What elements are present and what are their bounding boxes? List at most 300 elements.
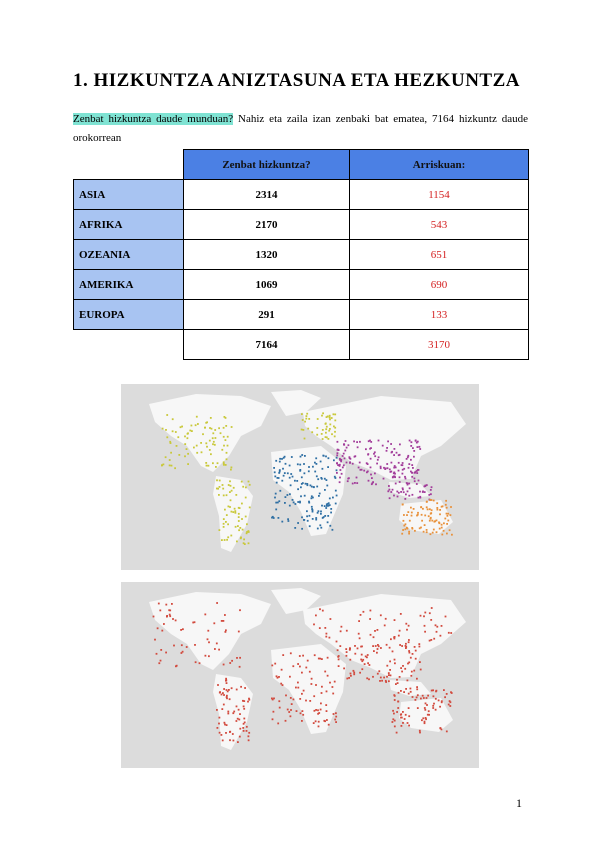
language-dot <box>281 458 283 460</box>
language-dot <box>210 417 212 419</box>
language-dot <box>410 691 412 693</box>
language-dot <box>394 465 396 467</box>
language-dot <box>412 447 414 449</box>
language-dot <box>387 490 389 492</box>
language-dot <box>393 495 395 497</box>
language-dot <box>225 521 227 523</box>
language-dot <box>195 661 197 663</box>
count-cell: 2170 <box>184 210 350 240</box>
language-dot <box>312 497 314 499</box>
language-dot <box>396 711 398 713</box>
language-dot <box>225 439 227 441</box>
language-dot <box>238 631 240 633</box>
language-dot <box>212 432 214 434</box>
language-dot <box>371 477 373 479</box>
language-dot <box>394 659 396 661</box>
language-dot <box>431 509 433 511</box>
language-dot <box>374 630 376 632</box>
language-dot <box>205 462 207 464</box>
language-dot <box>383 467 385 469</box>
language-dot <box>184 443 186 445</box>
language-dot <box>279 471 281 473</box>
language-dot <box>328 438 330 440</box>
language-dot <box>227 523 229 525</box>
language-dot <box>314 654 316 656</box>
language-dot <box>349 659 351 661</box>
language-dot <box>343 464 345 466</box>
page-number: 1 <box>516 796 522 810</box>
language-dot <box>367 654 369 656</box>
language-dot <box>237 525 239 527</box>
language-dot <box>428 494 430 496</box>
language-dot <box>291 703 293 705</box>
language-dot <box>414 480 416 482</box>
language-dot <box>372 481 374 483</box>
language-dot <box>430 639 432 641</box>
language-dot <box>194 644 196 646</box>
language-dot <box>346 678 348 680</box>
language-dot <box>436 626 438 628</box>
language-dot <box>225 732 227 734</box>
language-dot <box>166 414 168 416</box>
language-dot <box>436 631 438 633</box>
language-dot <box>320 461 322 463</box>
header-risk: Arriskuan: <box>350 150 529 180</box>
language-dot <box>394 638 396 640</box>
count-cell: 1320 <box>184 240 350 270</box>
language-dot <box>300 456 302 458</box>
language-dot <box>346 655 348 657</box>
language-dot <box>321 658 323 660</box>
language-dot <box>187 433 189 435</box>
table-row <box>74 270 529 300</box>
language-dot <box>337 452 339 454</box>
language-dot <box>408 715 410 717</box>
language-dot <box>405 643 407 645</box>
language-dot <box>272 516 274 518</box>
language-dot <box>387 441 389 443</box>
language-dot <box>377 673 379 675</box>
language-dot <box>370 467 372 469</box>
language-dot <box>233 487 235 489</box>
language-dot <box>163 623 165 625</box>
language-dot <box>221 734 223 736</box>
language-dot <box>413 456 415 458</box>
language-dot <box>348 477 350 479</box>
language-dot <box>230 469 232 471</box>
language-dot <box>388 672 390 674</box>
language-dot <box>301 693 303 695</box>
language-dot <box>329 498 331 500</box>
language-dot <box>216 709 218 711</box>
language-dot <box>343 443 345 445</box>
language-dot <box>229 739 231 741</box>
language-dot <box>236 706 238 708</box>
language-dot <box>242 727 244 729</box>
language-dot <box>400 717 402 719</box>
language-dot <box>427 714 429 716</box>
language-dot <box>426 531 428 533</box>
language-dot <box>226 682 228 684</box>
language-dot <box>346 447 348 449</box>
language-dot <box>176 445 178 447</box>
language-dot <box>336 455 338 457</box>
language-dot <box>212 437 214 439</box>
language-dot <box>342 455 344 457</box>
language-dot <box>438 700 440 702</box>
language-dot <box>311 431 313 433</box>
language-dot <box>407 722 409 724</box>
language-dot <box>319 524 321 526</box>
language-dot <box>440 635 442 637</box>
language-dot <box>318 510 320 512</box>
risk-cell: 651 <box>350 240 529 270</box>
language-dot <box>400 667 402 669</box>
language-dot <box>345 648 347 650</box>
language-dot <box>235 494 237 496</box>
count-cell: 1069 <box>184 270 350 300</box>
language-dot <box>447 515 449 517</box>
intro-paragraph <box>73 110 528 148</box>
language-dot <box>356 441 358 443</box>
language-dot <box>229 480 231 482</box>
language-dot <box>382 445 384 447</box>
language-dot <box>309 700 311 702</box>
language-dot <box>337 649 339 651</box>
language-dot <box>372 645 374 647</box>
language-dot <box>230 485 232 487</box>
language-dot <box>320 527 322 529</box>
language-dot <box>396 679 398 681</box>
language-dot <box>221 620 223 622</box>
language-dot <box>332 686 334 688</box>
language-dot <box>216 479 218 481</box>
language-dot <box>388 674 390 676</box>
table-header-row <box>74 150 529 180</box>
language-dot <box>416 483 418 485</box>
language-dot <box>349 461 351 463</box>
table-row <box>74 210 529 240</box>
language-dot <box>393 467 395 469</box>
language-dot <box>161 630 163 632</box>
language-dot <box>341 626 343 628</box>
language-dot <box>325 456 327 458</box>
language-dot <box>408 463 410 465</box>
language-dot <box>354 455 356 457</box>
language-dot <box>418 480 420 482</box>
language-dot <box>423 531 425 533</box>
language-dot <box>407 511 409 513</box>
language-dot <box>448 704 450 706</box>
language-dot <box>386 447 388 449</box>
language-dot <box>295 687 297 689</box>
language-dot <box>413 670 415 672</box>
language-dot <box>408 531 410 533</box>
language-dot <box>276 482 278 484</box>
language-dot <box>278 676 280 678</box>
language-dot <box>435 624 437 626</box>
language-dot <box>193 447 195 449</box>
language-dot <box>315 517 317 519</box>
language-dot <box>208 655 210 657</box>
language-dot <box>399 676 401 678</box>
language-dot <box>412 472 414 474</box>
language-dot <box>315 457 317 459</box>
language-dot <box>219 692 221 694</box>
language-dot <box>162 428 164 430</box>
language-dot <box>326 505 328 507</box>
language-dot <box>221 539 223 541</box>
language-dot <box>330 508 332 510</box>
language-dot <box>303 690 305 692</box>
language-dot <box>165 456 167 458</box>
language-dot <box>296 480 298 482</box>
language-dot <box>403 520 405 522</box>
language-dot <box>429 520 431 522</box>
language-dot <box>405 494 407 496</box>
language-dot <box>428 515 430 517</box>
language-dot <box>336 495 338 497</box>
language-dot <box>169 459 171 461</box>
language-dot <box>424 721 426 723</box>
language-dot <box>302 655 304 657</box>
language-dot <box>348 444 350 446</box>
language-dot <box>219 529 221 531</box>
language-dot <box>323 720 325 722</box>
language-dot <box>410 459 412 461</box>
language-dot <box>320 703 322 705</box>
language-dot <box>226 494 228 496</box>
world-map-endangered <box>121 582 479 768</box>
language-dot <box>311 678 313 680</box>
language-dot <box>443 530 445 532</box>
world-map-languages <box>121 384 479 570</box>
language-dot <box>427 695 429 697</box>
language-dot <box>218 494 220 496</box>
language-dot <box>169 614 171 616</box>
language-dot <box>294 527 296 529</box>
language-dot <box>399 444 401 446</box>
language-dot <box>376 463 378 465</box>
language-dot <box>397 496 399 498</box>
language-dot <box>410 471 412 473</box>
language-dot <box>325 636 327 638</box>
language-dot <box>324 489 326 491</box>
language-dot <box>326 719 328 721</box>
language-dot <box>223 495 225 497</box>
language-dot <box>313 722 315 724</box>
language-dot <box>223 688 225 690</box>
language-dot <box>408 707 410 709</box>
language-dot <box>238 719 240 721</box>
language-dot <box>352 463 354 465</box>
language-dot <box>446 731 448 733</box>
language-dot <box>227 445 229 447</box>
language-dot <box>202 433 204 435</box>
language-dot <box>181 426 183 428</box>
continent-cell: AFRIKA <box>74 210 184 240</box>
language-dot <box>419 661 421 663</box>
language-dot <box>424 515 426 517</box>
language-dot <box>317 709 319 711</box>
language-dot <box>246 726 248 728</box>
language-dot <box>218 723 220 725</box>
language-dot <box>322 610 324 612</box>
language-dot <box>238 513 240 515</box>
language-dot <box>389 661 391 663</box>
language-dot <box>301 672 303 674</box>
language-dot <box>195 424 197 426</box>
language-dot <box>416 686 418 688</box>
language-dot <box>319 608 321 610</box>
language-dot <box>315 684 317 686</box>
language-dot <box>223 461 225 463</box>
language-dot <box>315 615 317 617</box>
language-dot <box>426 697 428 699</box>
language-dot <box>334 681 336 683</box>
language-dot <box>297 687 299 689</box>
language-dot <box>227 713 229 715</box>
language-dot <box>441 534 443 536</box>
language-dot <box>187 437 189 439</box>
language-dot <box>433 703 435 705</box>
language-dot <box>349 457 351 459</box>
language-dot <box>358 633 360 635</box>
language-dot <box>390 443 392 445</box>
language-dot <box>307 484 309 486</box>
language-dot <box>401 671 403 673</box>
language-dot <box>328 724 330 726</box>
language-dot <box>216 488 218 490</box>
language-dot <box>394 448 396 450</box>
language-dot <box>220 432 222 434</box>
language-dot <box>429 612 431 614</box>
language-dot <box>317 418 319 420</box>
language-dot <box>233 711 235 713</box>
language-dot <box>436 502 438 504</box>
language-dot <box>357 446 359 448</box>
language-dot <box>442 505 444 507</box>
language-dot <box>392 651 394 653</box>
language-dot <box>242 486 244 488</box>
total-count-cell: 7164 <box>184 330 350 360</box>
language-dot <box>443 689 445 691</box>
language-dot <box>311 508 313 510</box>
language-dot <box>159 610 161 612</box>
language-dot <box>301 476 303 478</box>
language-dot <box>350 673 352 675</box>
language-dot <box>413 450 415 452</box>
table-row <box>74 300 529 330</box>
language-dot <box>340 630 342 632</box>
language-dot <box>427 509 429 511</box>
language-dot <box>290 715 292 717</box>
language-dot <box>282 468 284 470</box>
language-dot <box>329 525 331 527</box>
language-dot <box>219 480 221 482</box>
highlighted-question: Zenbat hizkuntza daude munduan? <box>73 113 234 125</box>
language-dot <box>175 665 177 667</box>
language-dot <box>197 423 199 425</box>
language-dot <box>396 452 398 454</box>
language-dot <box>329 428 331 430</box>
language-dot <box>429 508 431 510</box>
language-dot <box>204 614 206 616</box>
language-dot <box>449 529 451 531</box>
language-dot <box>279 461 281 463</box>
language-dot <box>426 704 428 706</box>
language-dot <box>354 645 356 647</box>
language-dot <box>451 534 453 536</box>
language-dot <box>222 488 224 490</box>
language-dot <box>326 426 328 428</box>
language-dot <box>302 710 304 712</box>
language-dot <box>294 480 296 482</box>
language-dot <box>407 455 409 457</box>
continent-cell: AMERIKA <box>74 270 184 300</box>
language-dot <box>361 646 363 648</box>
count-cell: 2314 <box>184 180 350 210</box>
language-dot <box>366 677 368 679</box>
language-dot <box>424 491 426 493</box>
language-dot <box>361 668 363 670</box>
language-dot <box>205 442 207 444</box>
language-dot <box>410 675 412 677</box>
language-dot <box>336 641 338 643</box>
language-dot <box>320 511 322 513</box>
language-dot <box>420 506 422 508</box>
language-dot <box>402 473 404 475</box>
language-dot <box>180 426 182 428</box>
language-dot <box>213 622 215 624</box>
language-dot <box>229 731 231 733</box>
language-dot <box>318 721 320 723</box>
language-dot <box>439 522 441 524</box>
language-dot <box>400 690 402 692</box>
language-dot <box>215 437 217 439</box>
language-dot <box>408 650 410 652</box>
language-dot <box>435 691 437 693</box>
language-dot <box>402 504 404 506</box>
language-dot <box>225 464 227 466</box>
language-dot <box>301 454 303 456</box>
language-dot <box>300 712 302 714</box>
language-dot <box>420 669 422 671</box>
language-dot <box>186 448 188 450</box>
language-dot <box>339 645 341 647</box>
language-dot <box>214 444 216 446</box>
language-dot <box>303 429 305 431</box>
language-dot <box>217 684 219 686</box>
language-dot <box>395 683 397 685</box>
language-dot <box>361 469 363 471</box>
language-dot <box>435 709 437 711</box>
language-dot <box>306 415 308 417</box>
language-dot <box>429 640 431 642</box>
language-dot <box>224 722 226 724</box>
header-count: Zenbat hizkuntza? <box>184 150 350 180</box>
language-dot <box>279 490 281 492</box>
language-dot <box>408 641 410 643</box>
language-dot <box>292 476 294 478</box>
language-dot <box>403 514 405 516</box>
language-dot <box>439 528 441 530</box>
language-dot <box>232 712 234 714</box>
language-dot <box>395 483 397 485</box>
language-dot <box>275 509 277 511</box>
language-dot <box>285 720 287 722</box>
language-dot <box>421 514 423 516</box>
